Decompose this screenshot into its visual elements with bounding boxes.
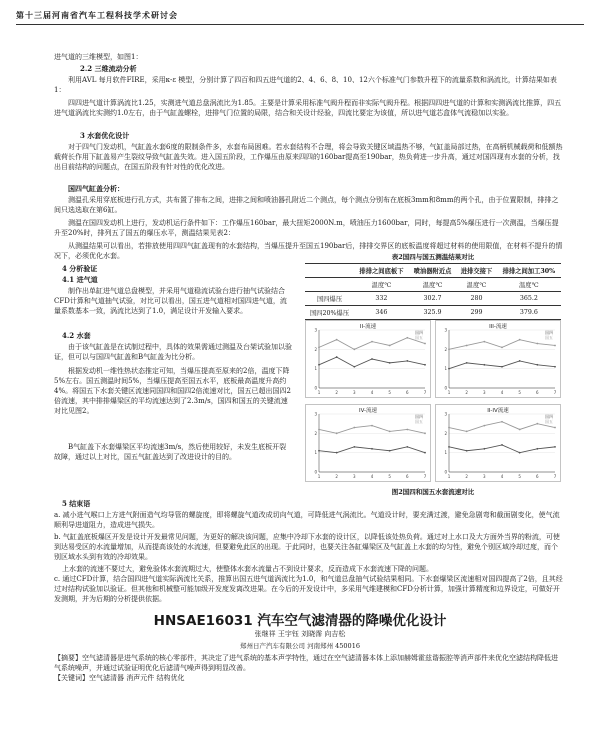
y-tick-label: 3	[314, 327, 317, 333]
section-2-2-p2: 四四进气道计算涡流比1.25，实测进气道总盘涡流比为1.85。主要是计算采用标准气阀升程而非实际气阀升程。根据四四进气道的计算和实测涡流比推算，四五进气道涡流比实测约1.0左右，由于气缸盖螺栓，进排气门位置的局限，结合和关设计经验，四流比要定为该值，所以进气道芯盒体气流稳加以实验。	[54, 99, 562, 117]
data-point	[554, 446, 556, 448]
chart-panel	[436, 405, 561, 482]
table-cell: 温度℃	[456, 278, 496, 292]
table-row	[305, 306, 561, 320]
x-tick-label: 4	[370, 390, 374, 395]
data-point	[554, 427, 556, 429]
running-header: 第十三届河南省汽车工程科技学术研讨会	[16, 10, 178, 20]
chart-title: IV-流速	[358, 408, 378, 414]
data-point	[483, 364, 485, 366]
data-point	[406, 429, 408, 431]
data-point	[466, 450, 468, 452]
x-tick-label: 5	[388, 474, 391, 479]
section-3-p1: 对于四气门发动机，气缸盖水套6度的限制条件多，水套布局困难。若水套结构不合理，将会导致关键区域温热不够，气缸盖局部过热，在高柄机械载荷和低额热载荷长作用下缸盖易产生裂纹导致气缸盖失效。进入国五阶段，工作爆压由原来四四的160bar提高至190bar，热负荷进一步升高，通过对国四现有水套的分析，找出目前结构的问题点，在国五阶段有针对性的优化改进。	[54, 143, 563, 171]
data-point	[483, 425, 485, 427]
data-point	[483, 341, 485, 343]
x-tick-label: 7	[423, 474, 427, 479]
chart-frame	[436, 321, 561, 398]
data-point	[318, 429, 320, 431]
y-tick-label: 2	[444, 346, 447, 352]
data-point	[424, 364, 426, 366]
table-cell: 332	[354, 292, 409, 306]
x-tick-label: 5	[518, 474, 521, 479]
table-cell	[305, 278, 354, 292]
header-rule	[16, 24, 584, 25]
section-3-sub: 国四气缸盖分析：	[68, 184, 124, 193]
x-tick-label: 3	[483, 474, 486, 479]
data-point	[448, 348, 450, 350]
x-tick-label: 5	[518, 390, 521, 395]
data-point	[406, 446, 408, 448]
conclusion-d: c. 通过CFD计算，结合国四进气道实际涡流比关系，推算出国五进气道涡流比为1.0，和气道总盘抽气试验结果相同。下水套爆梁区流速相对国四提高了2倍，且其经过对结构试验加以验证。但其他和机械整可能加级开发度发离改进果。在今后的开发设计中，多采用气维建模和CFD分析计算，加强计算精度和边界设定，可做好开发测期，并为后期的分析提供依据。	[54, 575, 563, 603]
y-tick-label: 0	[314, 385, 317, 391]
table-header-cell: 喷油器附近点	[409, 264, 457, 278]
data-point	[389, 450, 391, 452]
y-tick-label: 0	[444, 469, 447, 475]
x-tick-label: 2	[465, 390, 468, 395]
x-tick-label: 4	[370, 474, 374, 479]
y-tick-label: 3	[444, 327, 447, 333]
y-tick-label: 3	[444, 411, 447, 417]
data-point	[389, 362, 391, 364]
intro-line: 进气道的三维模型，如图1：	[54, 53, 143, 61]
y-tick-label: 2	[444, 430, 447, 436]
chart-frame	[436, 405, 561, 482]
figure-2-charts	[305, 320, 563, 485]
chart-panel	[306, 321, 431, 398]
section-4-2-p1: 由于该气缸盖是在试制过程中，具体的效果需通过测温及台架试验加以验证，但可以与国四气缸盖和B气缸盖为比分析。	[54, 343, 292, 361]
x-tick-label: 7	[553, 474, 557, 479]
paper2-affiliation: 郑州日产汽车有限公司 河南郑州 450016	[240, 642, 360, 650]
legend-entry: 国四	[545, 330, 553, 335]
data-point	[371, 448, 373, 450]
section-5-title: 5 结束语	[62, 499, 91, 508]
x-tick-label: 6	[406, 474, 409, 479]
chart-frame	[306, 405, 431, 482]
data-point	[389, 345, 391, 347]
data-point	[448, 446, 450, 448]
data-point	[353, 427, 355, 429]
legend-entry: 国五	[545, 335, 553, 340]
table-cell: 温度℃	[354, 278, 409, 292]
data-point	[318, 347, 320, 349]
x-tick-label: 1	[447, 474, 451, 479]
legend-entry: 国五	[545, 419, 553, 424]
table-row	[305, 278, 561, 292]
y-tick-label: 0	[314, 469, 317, 475]
table-cell: 温度℃	[497, 278, 561, 292]
x-tick-label: 6	[536, 390, 539, 395]
abstract-text: 【摘要】空气滤清器是进气系统的核心零部件，其决定了进气系统的基本声学特性，通过在空气滤清器本体上添加赫姆霍兹谐振腔等消声部件来优化空滤结构降低进气系统噪声，并通过试验证明优化后滤清气噪声得到明显改善。	[54, 654, 558, 672]
data-point	[554, 345, 556, 347]
data-point	[519, 360, 521, 362]
section-2-2-p1: 利用AVL 每月软件FIRE，采用κ-ε 模型，分别计算了四百和四五进气道的2、4、6、8、10、12六个标准气门参数升程下的流量系数和涡流比，计算结果如表1：	[54, 76, 557, 94]
x-tick-label: 6	[406, 390, 409, 395]
x-tick-label: 1	[317, 474, 321, 479]
data-point	[371, 341, 373, 343]
data-point	[501, 347, 503, 349]
data-point	[424, 452, 426, 454]
table-header-cell: 进排交接下	[456, 264, 496, 278]
data-point	[501, 421, 503, 423]
table-cell: 国四20%爆压	[305, 306, 354, 320]
section-4-2-title: 4.2 水套	[62, 331, 91, 340]
data-point	[519, 339, 521, 341]
x-tick-label: 3	[353, 474, 356, 479]
data-point	[371, 425, 373, 427]
chart-title: II-IV流速	[487, 408, 509, 414]
data-point	[336, 339, 338, 341]
table-cell: 299	[456, 306, 496, 320]
section-3-p2: 测温孔采用穿底板进行孔方式，共布置了排布之间，进排之间和喷油器孔附近二个测点，每个测点分别布在底板3mm和8mm的两个孔，由于位置限制，排排之间只选选取在第6缸。	[54, 196, 559, 214]
data-point	[371, 358, 373, 360]
table-cell: 温度℃	[409, 278, 457, 292]
chart-title: III-流速	[489, 324, 507, 330]
data-point	[483, 448, 485, 450]
section-3-p3: 测温在国四发动机上进行，发动机运行条件如下：工作爆压160bar，最大扭矩2000N.m，喷油压力1600bar，同时，每提高5%爆压进行一次测温，当爆压提升至20%时，排列五了国五的爆压水平，测温结果见表2：	[54, 219, 559, 237]
section-2-2-title: 2.2 三维流动分析	[80, 64, 137, 73]
data-point	[466, 345, 468, 347]
y-tick-label: 1	[314, 366, 317, 372]
chart-panel	[306, 405, 431, 482]
table-header-cell: 排排之间底板下	[354, 264, 409, 278]
data-point	[318, 450, 320, 452]
data-point	[536, 423, 538, 425]
legend-entry: 国四	[545, 414, 553, 419]
x-tick-label: 3	[483, 390, 486, 395]
y-tick-label: 0	[444, 385, 447, 391]
table-header-row	[305, 264, 561, 278]
x-tick-label: 7	[553, 390, 557, 395]
table-cell: 国四爆压	[305, 292, 354, 306]
chart-title: II-流速	[359, 324, 377, 330]
legend-entry: 国四	[415, 414, 423, 419]
data-point	[536, 364, 538, 366]
data-point	[519, 429, 521, 431]
x-tick-label: 1	[317, 390, 321, 395]
data-point	[519, 452, 521, 454]
table-cell: 325.9	[409, 306, 457, 320]
paper2-title: HNSAE16031 汽车空气滤清器的降噪优化设计	[153, 613, 447, 629]
data-point	[318, 364, 320, 366]
table-header-cell: 排排之间加工30%	[497, 264, 561, 278]
paper2-abstract	[54, 653, 564, 683]
keywords-text: 【关键词】空气滤清器 消声元件 结构优化	[54, 674, 185, 682]
data-point	[501, 366, 503, 368]
table-row	[305, 292, 561, 306]
table-header-cell	[305, 264, 354, 278]
y-tick-label: 3	[314, 411, 317, 417]
section-4-2-p2: 根据发动机一维性热状态推定可知，当爆压提高至原来的2倍，温度下降5%左右。国五测温时间5%，当爆压提高至国五水平，底板最高温度升高约4%。将国五下水套关键区流速同国四和国四2倍流速对比，国五已超出国四2倍流速，其中排排爆梁区的平均流速达到了2.3m/s，国四和国五的关键流速对比见图2。	[54, 367, 292, 415]
x-tick-label: 7	[423, 390, 427, 395]
data-point	[424, 432, 426, 434]
data-point	[353, 366, 355, 368]
data-point	[353, 446, 355, 448]
data-point	[424, 343, 426, 345]
table-cell: 280	[456, 292, 496, 306]
data-point	[406, 360, 408, 362]
x-tick-label: 3	[353, 390, 356, 395]
table-cell: 379.6	[497, 306, 561, 320]
section-4-1-body: 制作出单缸进气道总盘模型，并采用气道稳流试验台进行抽气试验结合CFD计算和气道抽气试验，对比可以看出，国五进气道相对国四进气道，流量系数基本一致，涡流比达到了1.0，满足设计开发输入要求。	[54, 287, 287, 315]
x-tick-label: 4	[500, 390, 504, 395]
data-point	[336, 356, 338, 358]
y-tick-label: 2	[314, 430, 317, 436]
paper2-authors: 张继祥 王宇钰 刘晓霈 向吉松	[254, 630, 346, 638]
legend-entry: 国五	[415, 419, 423, 424]
x-tick-label: 1	[447, 390, 451, 395]
section-4-2-p3: B气缸盖下水套爆梁区平均流速3m/s，然后使用较好，未发生底板开裂故障，通过以上对比，国五气缸盖达到了改进设计的目的。	[54, 443, 287, 461]
section-3-title: 3 水套优化设计	[80, 131, 130, 140]
legend-entry: 国五	[415, 335, 423, 340]
table-cell: 346	[354, 306, 409, 320]
x-tick-label: 2	[335, 474, 338, 479]
x-tick-label: 2	[335, 390, 338, 395]
figure-2-caption: 图2国四和国五水套流速对比	[391, 488, 475, 496]
conclusion-b: b. 气缸盖底板爆区开发是设计开发最常见问题，为更好的解决该问题，应集中冷却下水套的设计区，以降低该处热负荷。通过对上水口及大方面外当界的粉流，可使到达易受区的水流量增加，从而提高该处的水流速，但要避免此区的出现。于此同时，也要关注各缸爆梁区及气缸盖上水套的均匀性，避免个别区域冷却过度，而个别区域水头到有效的冷却效果。	[54, 533, 560, 561]
data-point	[536, 448, 538, 450]
conclusion-c: 上水套的流速不要过大，避免验体水套流期过大，使整体水套水流量占不到设计要求，反而造成下水套流速下降的问题。	[62, 565, 433, 573]
data-point	[501, 444, 503, 446]
x-tick-label: 2	[465, 474, 468, 479]
chart-panel	[436, 321, 561, 398]
y-tick-label: 1	[314, 450, 317, 456]
data-point	[336, 452, 338, 454]
conclusion-a: a. 减小进气喉口上方进气附面造气均导管的螺旋度，即将螺旋气道改成切向气道，可降低进气涡流比。气道设计时，要充满过渡，避免急剧弯和截面剧变化，使气流顺利导进道阻力，造成进气损失。	[54, 511, 560, 529]
section-4-1-title: 4.1 进气道	[62, 275, 98, 284]
data-point	[353, 348, 355, 350]
table-cell: 365.2	[497, 292, 561, 306]
data-point	[536, 343, 538, 345]
data-point	[448, 427, 450, 429]
x-tick-label: 5	[388, 390, 391, 395]
data-point	[448, 368, 450, 370]
section-3-p4: 从测温结果可以看出，若排放使用四四气缸盖现有的水套结构，当爆压提升至国五190bar后，排排交界区的底板温度将超过材料的使用限值，在材料不提升的情况下，必须优化水套。	[54, 242, 563, 260]
data-point	[466, 362, 468, 364]
legend-entry: 国四	[415, 330, 423, 335]
y-tick-label: 1	[444, 366, 447, 372]
section-4-title: 4 分析验证	[62, 264, 98, 273]
table-2-title: 表2国四与国五测温结果对比	[391, 253, 475, 261]
chart-frame	[306, 321, 431, 398]
data-point	[336, 432, 338, 434]
x-tick-label: 4	[500, 474, 504, 479]
table-cell: 302.7	[409, 292, 457, 306]
data-point	[406, 337, 408, 339]
data-point	[466, 431, 468, 433]
data-point	[554, 366, 556, 368]
table-2	[305, 263, 561, 320]
x-tick-label: 6	[536, 474, 539, 479]
data-point	[389, 431, 391, 433]
y-tick-label: 1	[444, 450, 447, 456]
y-tick-label: 2	[314, 346, 317, 352]
